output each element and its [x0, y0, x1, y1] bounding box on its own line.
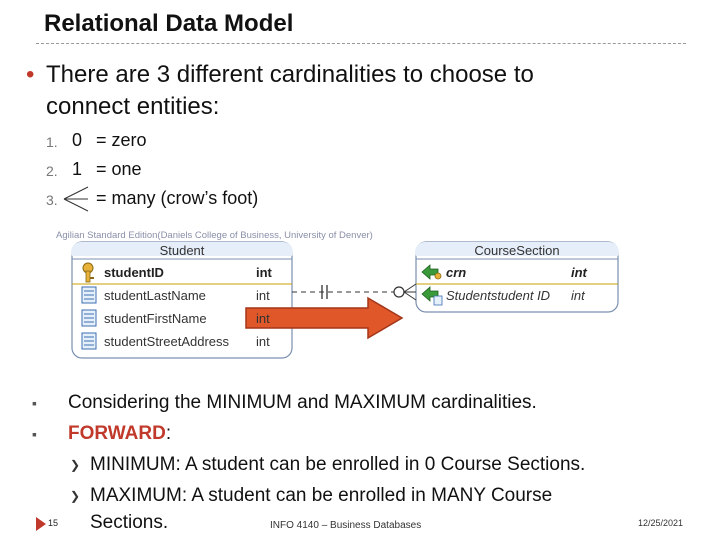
student-field-type: int	[256, 334, 270, 349]
column-icon	[82, 310, 96, 326]
list-number: 3.	[46, 192, 58, 208]
student-field-name: studentFirstName	[104, 311, 207, 326]
bullet-marker: ▪	[32, 426, 37, 442]
relationship-line	[292, 284, 416, 300]
intro-line-2: connect entities:	[46, 93, 220, 120]
coursesection-field-type: int	[571, 288, 585, 303]
subbullet-marker: ❯	[70, 489, 81, 503]
zero-symbol: 0	[72, 130, 83, 150]
column-icon	[82, 333, 96, 349]
list-text: = many (crow’s foot)	[96, 188, 259, 208]
student-field-name: studentStreetAddress	[104, 334, 230, 349]
student-field-type: int	[256, 288, 270, 303]
forward-colon: :	[165, 423, 172, 444]
one-symbol: 1	[72, 159, 83, 179]
subbullet-marker: ❯	[70, 458, 81, 472]
footer-course: INFO 4140 – Business Databases	[270, 520, 422, 531]
list-text: = one	[96, 159, 142, 179]
student-table-title: Student	[159, 243, 205, 258]
coursesection-field-name: Studentstudent ID	[446, 288, 551, 303]
list-number: 2.	[46, 163, 58, 179]
column-icon	[82, 287, 96, 303]
student-field-name: studentLastName	[104, 288, 206, 303]
bullet-marker: ▪	[32, 395, 37, 411]
diagram-caption: Agilian Standard Edition(Daniels College of Business, University of Denver)	[56, 230, 373, 241]
forward-label: FORWARD	[68, 423, 166, 444]
intro-bullet-marker: •	[26, 61, 35, 88]
slide-title: Relational Data Model	[44, 10, 294, 37]
coursesection-table-title: CourseSection	[474, 243, 560, 258]
list-text: = zero	[96, 130, 147, 150]
student-field-name: studentID	[104, 265, 164, 280]
subbullet-text: MINIMUM: A student can be enrolled in 0 Course Sections.	[90, 454, 586, 475]
slide-number-arrow-icon	[36, 517, 46, 531]
footer-date: 12/25/2021	[638, 518, 684, 528]
coursesection-field-name: crn	[446, 265, 467, 280]
list-number: 1.	[46, 134, 58, 150]
subbullet-text: MAXIMUM: A student can be enrolled in MANY Course	[90, 485, 553, 506]
coursesection-field-type: int	[571, 265, 587, 280]
bullet-text: Considering the MINIMUM and MAXIMUM cardinalities.	[68, 392, 537, 413]
intro-line-1: There are 3 different cardinalities to choose to	[46, 61, 534, 88]
student-field-type: int	[256, 311, 270, 326]
bullet-text-forward	[68, 423, 171, 445]
subbullet-text-cont: Sections.	[90, 512, 169, 533]
slide-number: 15	[48, 518, 59, 528]
student-field-type: int	[256, 265, 272, 280]
